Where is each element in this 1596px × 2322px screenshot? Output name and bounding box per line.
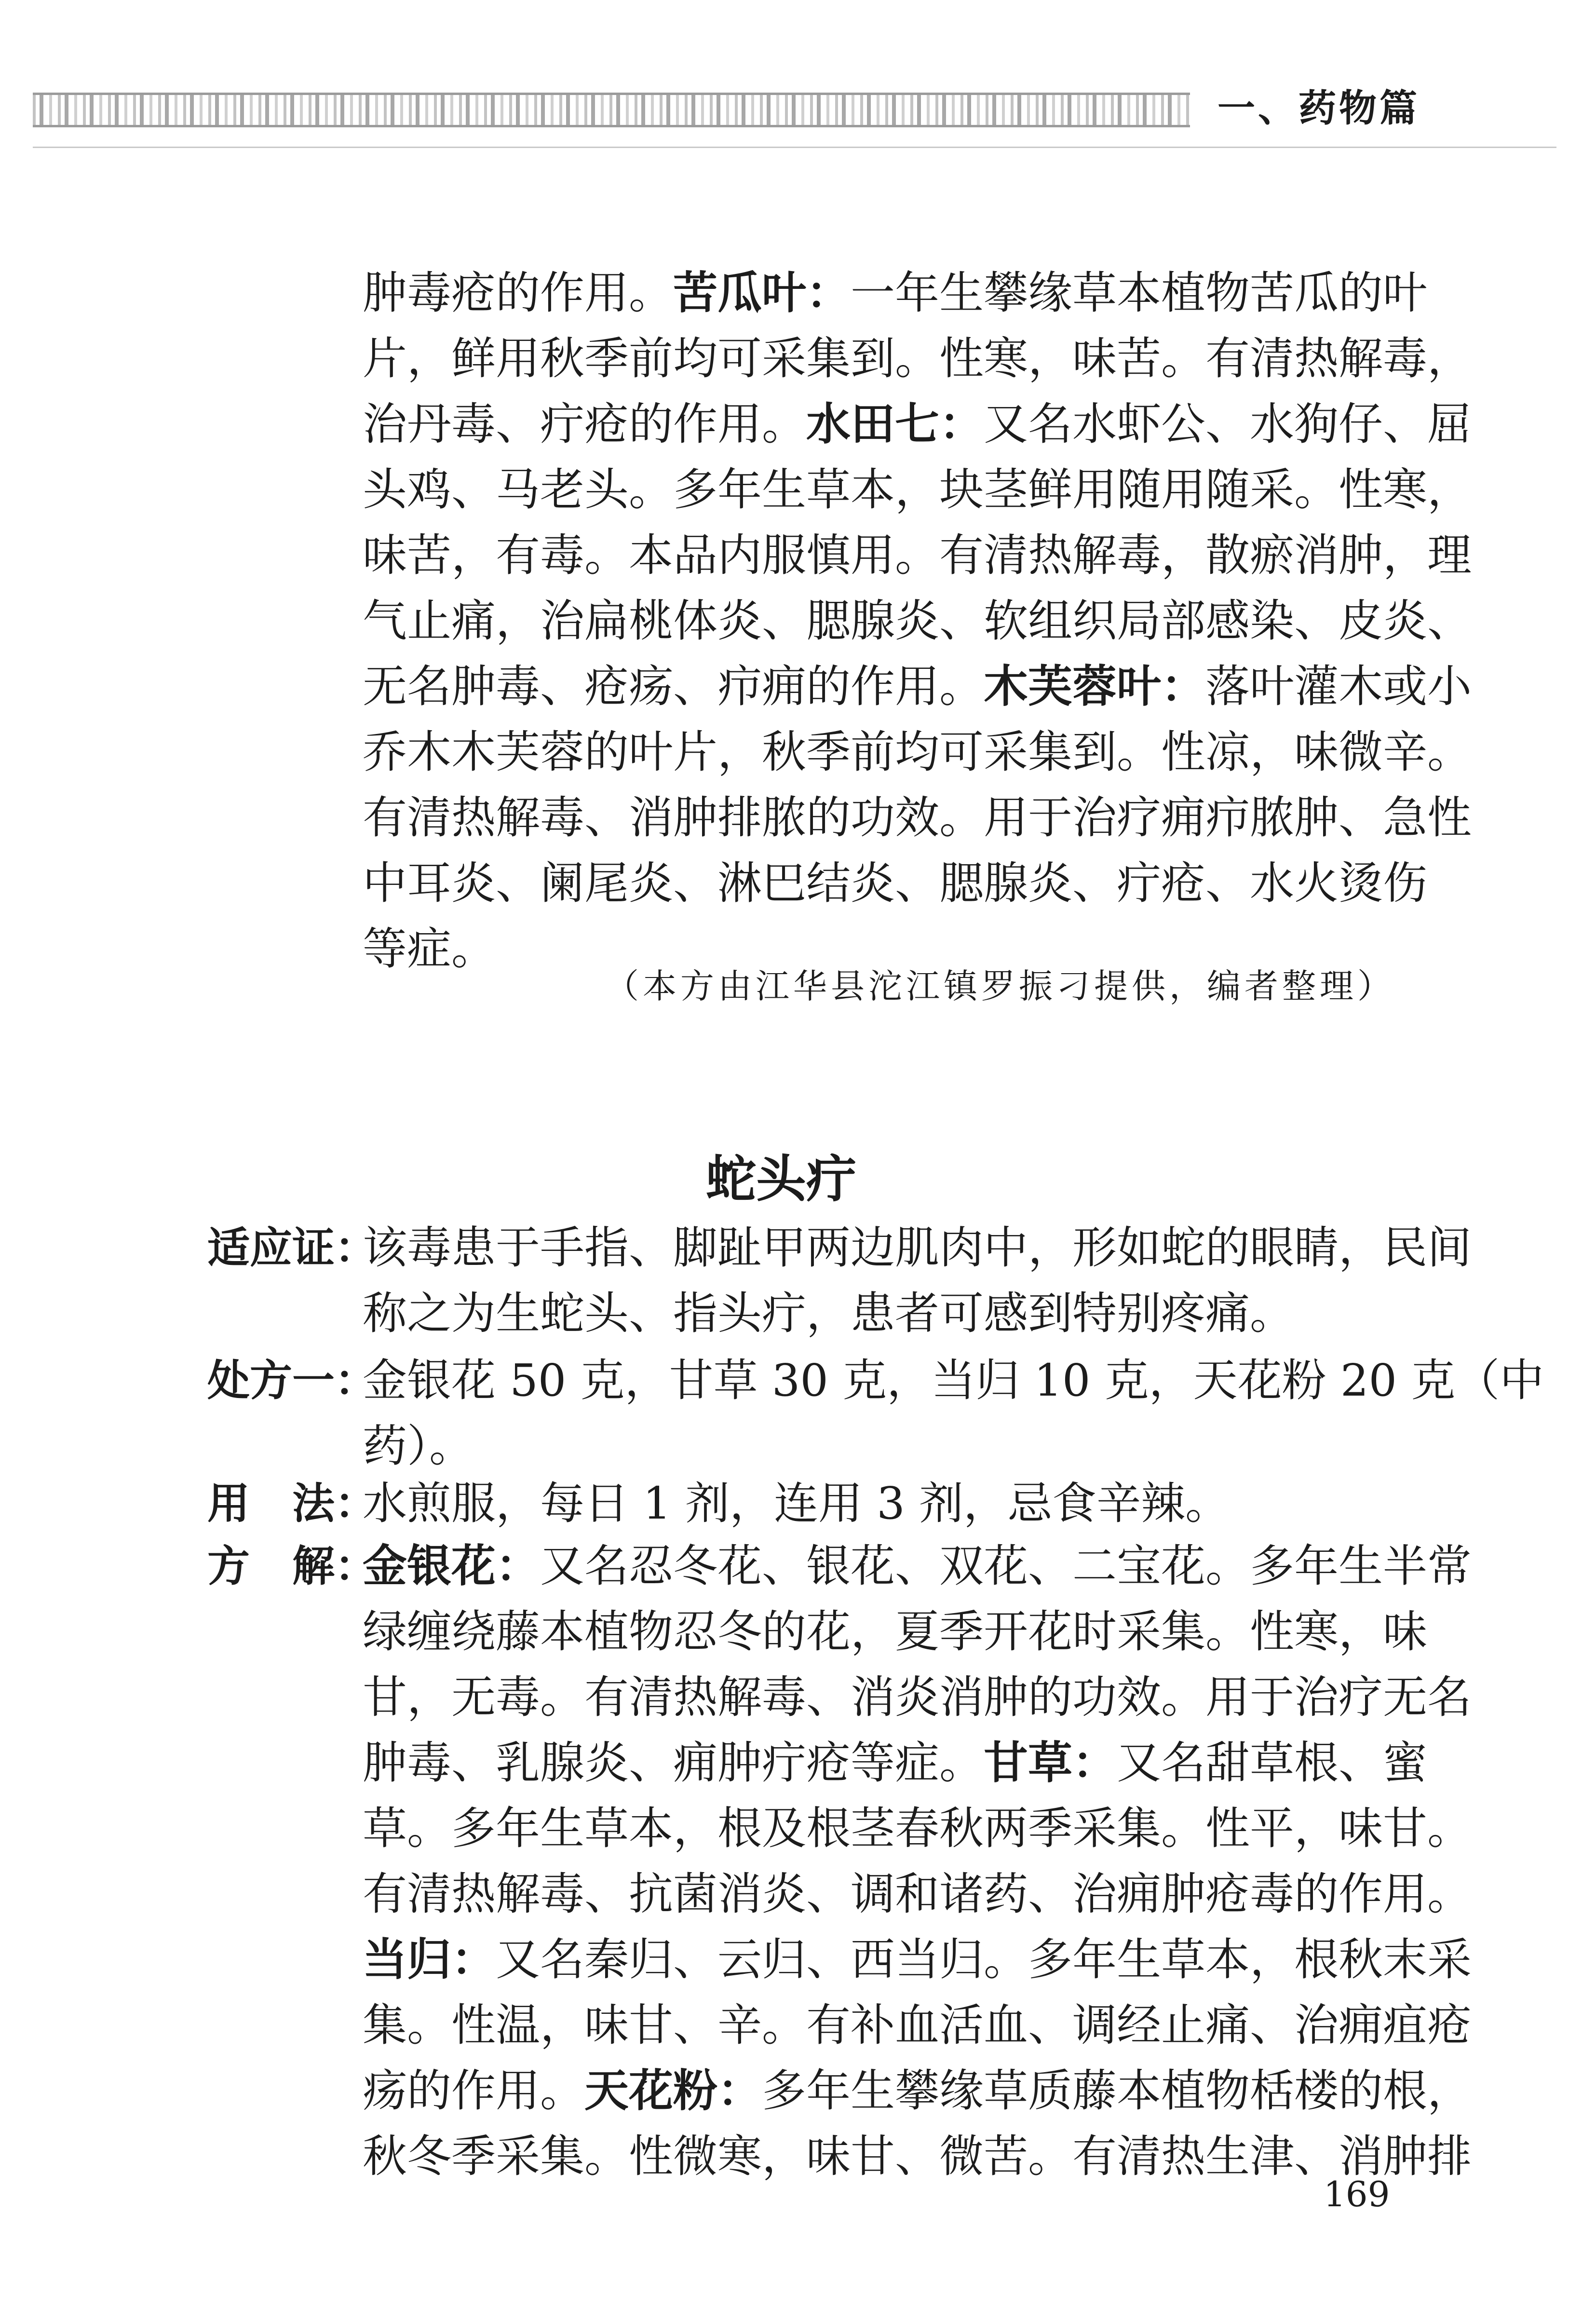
text-line	[363, 1796, 1472, 1861]
section-title: 一、药物篇	[1217, 86, 1420, 130]
text-run: 有清热解毒、消肿排脓的功效。用于治疗痈疖脓肿、急性	[363, 792, 1472, 843]
text-run: 草。多年生草本，根及根茎春秋两季采集。性平，味甘。	[363, 1803, 1472, 1854]
text-line	[363, 1471, 1394, 1536]
text-run: 治丹毒、疔疮的作用。	[363, 398, 807, 450]
text-line	[363, 1281, 1394, 1346]
herb-name: 苦瓜叶：	[673, 267, 851, 319]
header-ornament-band	[33, 93, 1190, 127]
text-line	[363, 260, 1428, 326]
herb-name: 天花粉：	[584, 2065, 762, 2117]
text-line	[363, 1927, 1472, 1993]
text-line	[363, 1861, 1472, 1927]
text-run: 集。性温，味甘、辛。有补血活血、调经止痛、治痈疽疮	[363, 1999, 1472, 2051]
source-credit: （本方由江华县沱江镇罗振刁提供，编者整理）	[605, 966, 1395, 1006]
text-line	[363, 1534, 1472, 1599]
text-line	[363, 1215, 1472, 1281]
herb-name: 木芙蓉叶：	[984, 661, 1206, 712]
text-run: 气止痛，治扁桃体炎、腮腺炎、软组织局部感染、皮炎、	[363, 595, 1472, 647]
text-run: 水煎服，每日 1 剂，连用 3 剂，忌食辛辣。	[363, 1478, 1230, 1529]
remedy-title: 蛇头疔	[705, 1150, 856, 1209]
text-run: 绿缠绕藤本植物忍冬的花，夏季开花时采集。性寒，味	[363, 1606, 1428, 1657]
entry-body	[363, 1471, 1394, 1536]
text-run: 落叶灌木或小	[1205, 661, 1472, 712]
text-run: 中耳炎、阑尾炎、淋巴结炎、腮腺炎、疔疮、水火烫伤	[363, 857, 1428, 909]
text-line	[363, 654, 1472, 720]
text-line	[363, 1599, 1428, 1665]
text-run: 有清热解毒、抗菌消炎、调和诸药、治痈肿疮毒的作用。	[363, 1868, 1472, 1920]
text-run: 无名肿毒、疮疡、疖痈的作用。	[363, 661, 984, 712]
herb-name: 当归：	[363, 1934, 496, 1985]
text-line	[363, 785, 1472, 851]
entry-label: 处方一：	[207, 1356, 378, 1405]
text-run: 头鸡、马老头。多年生草本，块茎鲜用随用随采。性寒，	[363, 464, 1472, 516]
entry-label: 适应证：	[207, 1223, 378, 1273]
text-line	[363, 1993, 1472, 2058]
entry-body	[363, 1534, 1472, 2189]
text-line	[363, 457, 1472, 523]
text-run: 又名忍冬花、银花、双花、二宝花。多年生半常	[540, 1540, 1472, 1592]
herb-name: 金银花：	[363, 1540, 541, 1592]
entry-label: 用 法：	[207, 1479, 378, 1528]
entry-label: 方 解：	[207, 1541, 378, 1591]
herb-name: 水田七：	[806, 398, 984, 450]
text-run: 片，鲜用秋季前均可采集到。性寒，味苦。有清热解毒，	[363, 333, 1472, 384]
text-line	[363, 326, 1472, 392]
text-run: 称之为生蛇头、指头疔，患者可感到特别疼痛。	[363, 1288, 1295, 1339]
text-run: 多年生攀缘草质藤本植物栝楼的根，	[762, 2065, 1472, 2117]
text-line	[363, 1730, 1428, 1796]
text-run: 肿毒、乳腺炎、痈肿疔疮等症。	[363, 1737, 984, 1789]
text-line	[363, 1413, 1394, 1479]
text-line	[363, 588, 1472, 654]
page-number: 169	[1324, 2174, 1390, 2214]
text-line	[363, 1665, 1472, 1730]
text-line	[363, 392, 1472, 457]
text-run: 该毒患于手指、脚趾甲两边肌肉中，形如蛇的眼睛，民间	[363, 1222, 1472, 1274]
text-run: 甘，无毒。有清热解毒、消炎消肿的功效。用于治疗无名	[363, 1671, 1472, 1723]
text-run: 疡的作用。	[363, 2065, 585, 2117]
text-run: 又名水虾公、水狗仔、屈	[984, 398, 1472, 450]
text-run: 肿毒疮的作用。	[363, 267, 674, 319]
entry-body	[363, 1348, 1544, 1479]
herb-name: 甘草：	[984, 1737, 1117, 1789]
text-line	[363, 1348, 1544, 1413]
entry-body	[363, 1215, 1472, 1346]
text-run: 又名秦归、云归、西当归。多年生草本，根秋末采	[496, 1934, 1472, 1985]
continued-paragraph	[363, 260, 1472, 982]
text-run: 味苦，有毒。本品内服慎用。有清热解毒，散瘀消肿，理	[363, 530, 1472, 581]
text-line	[363, 720, 1472, 785]
text-run: 一年生攀缘草本植物苦瓜的叶	[851, 267, 1428, 319]
text-run: 乔木木芙蓉的叶片，秋季前均可采集到。性凉，味微辛。	[363, 726, 1472, 778]
header-rule	[33, 147, 1556, 148]
text-run: 药）。	[363, 1420, 474, 1472]
text-run: 等症。	[363, 923, 496, 975]
text-line	[363, 523, 1472, 588]
text-line	[363, 2058, 1472, 2124]
text-run: 秋冬季采集。性微寒，味甘、微苦。有清热生津、消肿排	[363, 2131, 1472, 2182]
text-line	[363, 2124, 1472, 2189]
text-line	[363, 851, 1428, 916]
text-run: 又名甜草根、蜜	[1117, 1737, 1428, 1789]
text-run: 金银花 50 克，甘草 30 克，当归 10 克，天花粉 20 克（中	[363, 1355, 1544, 1406]
